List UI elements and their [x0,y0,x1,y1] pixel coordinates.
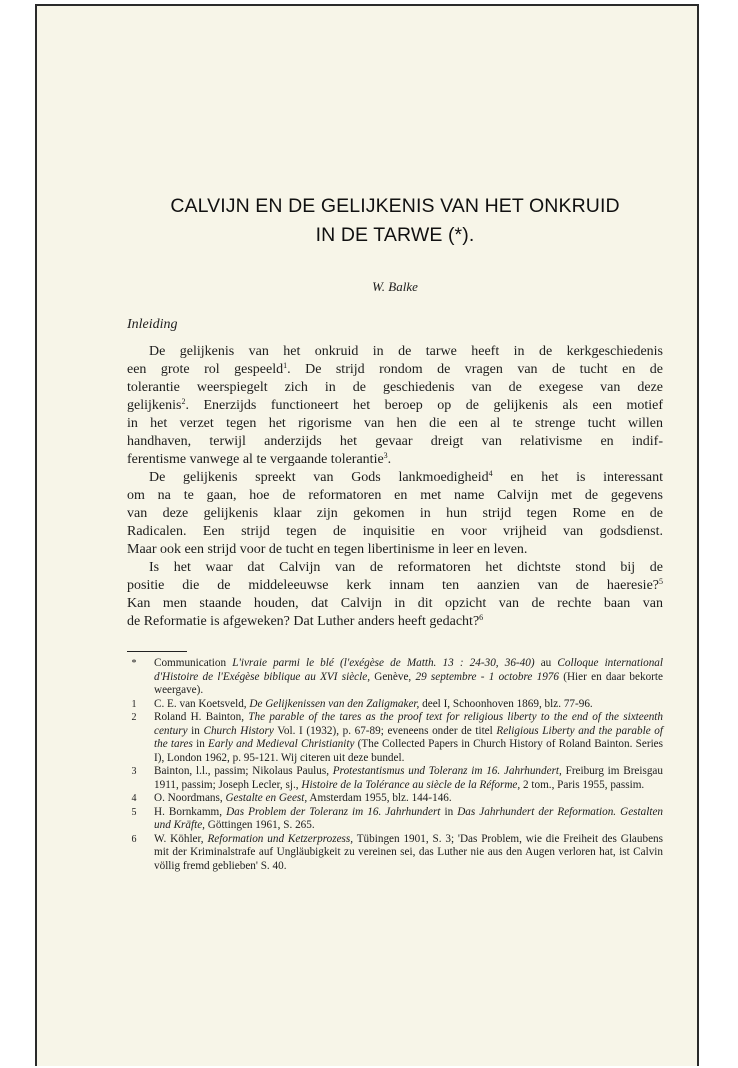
footnote-mark: * [131,658,137,669]
text-line: in het verzet tegen het rigorisme van hen die een al te strenge tucht willen [127,416,663,431]
text-line: De gelijkenis van het onkruid in de tarwe heeft in de kerkgeschiedenis [149,344,663,359]
footnote-mark: 4 [131,793,137,804]
text-line: Is het waar dat Calvijn van de reformatoren het dichtste stond bij de [149,560,663,575]
text-line: een grote rol gespeeld$^1$. De strijd rondom de vragen van de tucht en de [127,361,664,377]
footnote-mark: 6 [131,833,137,845]
text-line: de Reformatie is afgeweken? Dat Luther anders heeft gedacht?$^6$ [127,613,484,629]
section-heading: Inleiding [127,317,178,332]
paragraph-2 [127,469,663,559]
footnote-6: 6 W. Köhler, Reformation und Ketzerprozess, Tübingen 1901, S. 3; 'Das Problem, wie die Freiheit des Glaubens mit der Kriminalstrafe auf Ungläubigkeit zu vereinen sei, das Luther nie aus den Augen verloren hat, ist Calvin völlig fremd geblieben' S. 40. [127,833,663,874]
footnote-5: 5 H. Bornkamm, Das Problem der Toleranz im 16. Jahrhundert in Das Jahrhundert der Reformation. Gestalten und Kräfte, Göttingen 1961, S. 265. [127,806,663,833]
footnote-mark: 3 [131,766,137,777]
footnote-mark: 5 [131,806,137,818]
footnote-mark: 2 [131,712,137,723]
text-line: handhaven, terwijl anderzijds het gevaar dreigt van relativisme en indif- [127,434,663,449]
footnote-ref[interactable]: 6 [479,613,484,622]
footnote-3: 3 Bainton, l.l., passim; Nikolaus Paulus, Protestantismus und Toleranz im 16. Jahrhundert, Freiburg im Breisgau 1911, passim; Joseph Lecler, sj., Histoire de la Tolérance au siècle de la Réforme, 2 tom., Paris 1955, passim. [127,765,663,792]
text-line: gelijkenis$^2$. Enerzijds functioneert het beroep op de gelijkenis als een motief [127,397,664,413]
paragraph-1 [127,343,663,469]
text-line: Maar ook een strijd voor de tucht en tegen libertinisme in leer en leven. [127,542,528,557]
title-line-1: CALVIJN EN DE GELIJKENIS VAN HET ONKRUID [170,195,620,217]
text-line: van deze gelijkenis klaar zijn gekomen in hun strijd tegen Rome en de [127,506,663,521]
text-line: ferentisme vanwege al te vergaande tolerantie$^3$. [127,451,392,467]
footnote-ref[interactable]: 5 [659,577,663,586]
footnote-2: 2 Roland H. Bainton, The parable of the tares as the proof text for religious liberty to the end of the sixteenth century in Church History Vol. I (1932), p. 67-89; eveneens onder de titel Religious Liberty and the parable of the tares in Early and Medieval Christianity (The Collected Papers in Church History of Roland Bainton. Series I), London 1962, p. 95-121. Wij citeren uit deze bundel. [127,711,663,765]
footnote-1: 1 C. E. van Koetsveld, De Gelijkenissen van den Zaligmaker, deel I, Schoonhoven 1869, blz. 77-96. [127,698,663,712]
footnote-ref[interactable]: 1 [283,361,288,370]
title-line-2: IN DE TARWE (*). [315,224,475,246]
footnote-ref[interactable]: 2 [181,397,186,406]
article-title [127,192,663,250]
author-name: W. Balke [372,279,418,294]
paragraph-3 [127,559,663,631]
footnote-ref[interactable]: 4 [488,469,493,478]
text-line: tolerantie weerspiegelt zich in de geschiedenis van de exegese van deze [127,380,663,395]
footnote-divider [127,651,187,652]
footnote-star: * Communication L'ivraie parmi le blé (l'exégèse de Matth. 13 : 24-30, 36-40) au Colloque international d'Histoire de l'Exégèse biblique au XVI siècle, Genève, 29 septembre - 1 octobre 1976 (Hier en daar bekorte weergave). [127,657,663,698]
text-line: om na te gaan, hoe de reformatoren en met name Calvijn met de gegevens [127,488,663,503]
footnote-ref[interactable]: 3 [383,451,388,460]
text-line: Radicalen. Een strijd tegen de inquisitie en voor vrijheid van godsdienst. [127,524,663,539]
body-text [127,343,663,631]
footnote-4: 4 O. Noordmans, Gestalte en Geest, Amsterdam 1955, blz. 144-146. [127,792,663,806]
text-line: Kan men staande houden, dat Calvijn in dit opzicht van de rechte baan van [127,596,663,611]
text-line: positie die de middeleeuwse kerk innam ten aanzien van de haeresie?$^5$ [127,577,663,593]
footnotes-list [127,657,663,873]
text-line: De gelijkenis spreekt van Gods lankmoedigheid$^4$ en het is interessant [149,469,663,485]
footnote-mark: 1 [131,698,137,710]
